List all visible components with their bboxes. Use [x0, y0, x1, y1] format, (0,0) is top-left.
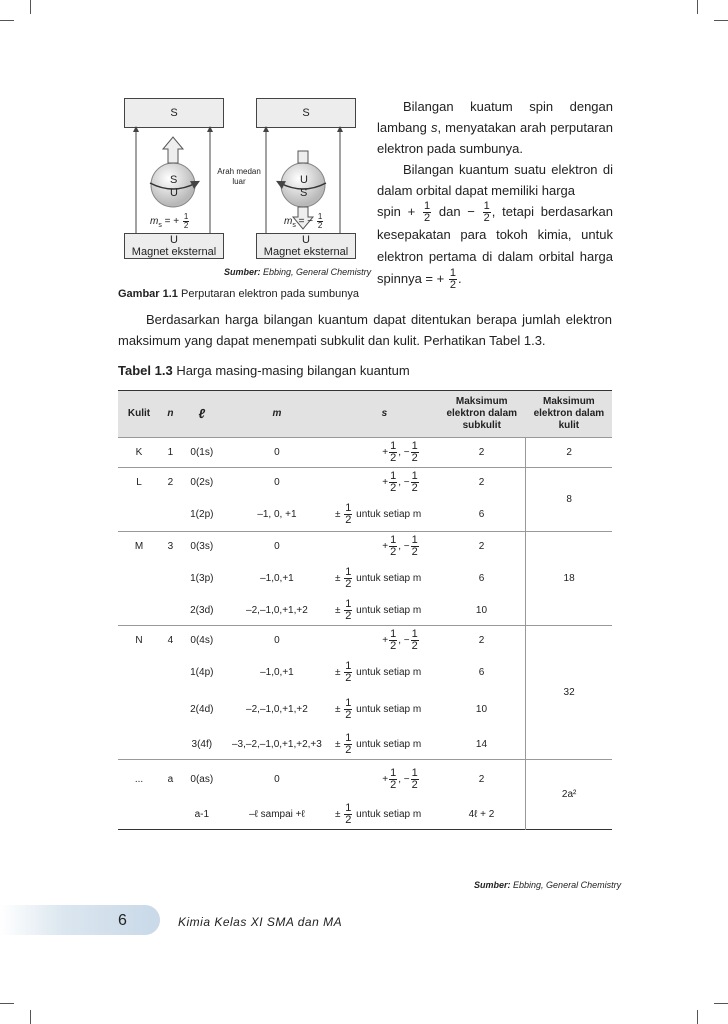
cell-n: [160, 498, 181, 532]
cell-l: 0(4s): [181, 626, 223, 656]
cell-max-subkulit: 10: [475, 704, 488, 715]
cell-max-kulit: 32: [526, 626, 612, 760]
header-s: s: [331, 391, 438, 438]
spin-diagram: [118, 95, 372, 295]
right-ms-label: $m_s$ = − $\frac{1}{2}$: [284, 212, 323, 230]
cell-max-subkulit: 2: [438, 626, 526, 656]
crop-mark: [30, 0, 31, 14]
cell-n: [160, 730, 181, 760]
cell-max-subkulit: 2: [438, 760, 526, 800]
header-max-kulit: Maksimum elektron dalam kulit: [526, 391, 612, 438]
cell-s: + $\frac{1}{2}$ , − $\frac{1}{2}$: [331, 760, 438, 800]
cell-s: ± $\frac{1}{2}$ untuk setiap m: [334, 801, 422, 826]
pole-label: U: [302, 234, 310, 246]
right-electron-bottom-pole: S: [300, 187, 308, 199]
cell-n: [160, 562, 181, 596]
paragraph: Bilangan kuantum suatu elektron di dalam orbital dapat memiliki harga: [377, 162, 613, 198]
cell-l: 1(3p): [190, 573, 214, 584]
cell-max-subkulit: 4ℓ + 2: [468, 808, 495, 820]
cell-s: ± $\frac{1}{2}$ untuk setiap m: [334, 501, 422, 526]
cell-s: ± $\frac{1}{2}$ untuk setiap m: [334, 597, 422, 622]
cell-n: 3: [160, 532, 181, 562]
cell-max-subkulit: 2: [438, 532, 526, 562]
right-electron-top-pole: U: [300, 174, 308, 186]
cell-s: ± $\frac{1}{2}$ untuk setiap m: [334, 660, 422, 684]
cell-kulit: [118, 596, 160, 626]
book-title: Kimia Kelas XI SMA dan MA: [178, 915, 343, 929]
pole-label: S: [170, 107, 178, 119]
cell-l: 2(4d): [190, 704, 214, 715]
spin-explanation: [377, 96, 613, 291]
table-row: [118, 532, 612, 562]
cell-s: + $\frac{1}{2}$ , − $\frac{1}{2}$: [331, 626, 438, 656]
cell-m: 0: [223, 532, 331, 562]
table-header-row: [118, 391, 612, 438]
right-bottom-magnet: [256, 233, 356, 259]
header-kulit: Kulit: [118, 391, 160, 438]
cell-m: –1,0,+1: [260, 667, 294, 678]
table-caption: Tabel 1.3 Harga masing-masing bilangan kuantum: [118, 363, 410, 378]
table-row: [118, 626, 612, 656]
cell-kulit: [118, 498, 160, 532]
cell-m: –2,–1,0,+1,+2: [246, 604, 308, 616]
crop-mark: [714, 20, 728, 21]
cell-kulit: [118, 730, 160, 760]
cell-l: 2(3d): [190, 604, 214, 616]
cell-n: [160, 800, 181, 830]
cell-m: 0: [223, 468, 331, 498]
cell-l: 0(as): [181, 760, 223, 800]
cell-max-subkulit: 6: [478, 573, 485, 584]
table-source: Sumber: Ebbing, General Chemistry: [474, 880, 622, 890]
cell-n: [160, 596, 181, 626]
cell-m: –1, 0, +1: [257, 508, 297, 520]
cell-l: 1(4p): [190, 667, 214, 678]
cell-s: ± $\frac{1}{2}$ untuk setiap m: [334, 566, 422, 590]
figure-caption: Gambar 1.1 Perputaran elektron pada sumbunya: [118, 288, 359, 300]
left-bottom-magnet: [124, 233, 224, 259]
cell-n: [160, 656, 181, 690]
header-n: n: [160, 391, 181, 438]
cell-kulit: [118, 690, 160, 730]
cell-n: 2: [160, 468, 181, 498]
cell-max-kulit: 2: [526, 438, 612, 468]
left-ms-label: $m_s$ = + $\frac{1}{2}$: [150, 212, 189, 230]
cell-max-subkulit: 2: [438, 468, 526, 498]
cell-s: ± $\frac{1}{2}$ untuk setiap m: [334, 697, 422, 721]
spin-up-stub: [298, 151, 308, 163]
cell-l: 0(2s): [181, 468, 223, 498]
header-l: ℓ: [181, 391, 223, 438]
cell-l: a-1: [194, 808, 210, 820]
cell-m: –ℓ sampai +ℓ: [249, 808, 305, 820]
cell-max-subkulit: 6: [478, 667, 485, 678]
cell-max-kulit: 8: [526, 468, 612, 532]
cell-kulit: ...: [118, 760, 160, 800]
page-number: 6: [118, 912, 127, 929]
cell-l: 0(3s): [181, 532, 223, 562]
footer-band: [0, 905, 160, 935]
cell-m: –2,–1,0,+1,+2: [246, 704, 308, 715]
spin-drawing: [118, 95, 368, 295]
cell-kulit: [118, 562, 160, 596]
cell-kulit: [118, 800, 160, 830]
header-max-subkulit: Maksimum elektron dalam subkulit: [438, 391, 526, 438]
cell-l: 0(1s): [181, 438, 223, 468]
quantum-numbers-table: [118, 390, 612, 830]
cell-s: ± $\frac{1}{2}$ untuk setiap m: [334, 731, 422, 756]
table-row: [118, 438, 612, 468]
cell-m: 0: [223, 626, 331, 656]
body-paragraph: Berdasarkan harga bilangan kuantum dapat ditentukan berapa jumlah elektron maksimum yang dapat menempati subkulit dan kulit. Perhatikan Tabel 1.3.: [118, 312, 612, 348]
field-direction-label: Arah medan luar: [217, 167, 261, 186]
cell-kulit: [118, 656, 160, 690]
spin-up-arrow: [163, 137, 183, 163]
cell-kulit: M: [118, 532, 160, 562]
crop-mark: [0, 1003, 14, 1004]
cell-l: 3(4f): [191, 738, 213, 750]
cell-max-kulit: 2a²: [526, 760, 612, 830]
cell-s: + $\frac{1}{2}$ , − $\frac{1}{2}$: [331, 532, 438, 562]
cell-m: 0: [223, 438, 331, 468]
magnet-label: Magnet eksternal: [131, 246, 217, 258]
table-row: [118, 760, 612, 800]
cell-m: 0: [223, 760, 331, 800]
crop-mark: [30, 1010, 31, 1024]
table-row: [118, 468, 612, 498]
left-electron-bottom-pole: U: [170, 187, 178, 199]
cell-n: 4: [160, 626, 181, 656]
cell-m: –1,0,+1: [260, 573, 294, 584]
cell-max-kulit: 18: [526, 532, 612, 626]
cell-kulit: L: [118, 468, 160, 498]
cell-n: 1: [160, 438, 181, 468]
cell-max-subkulit: 6: [478, 508, 485, 520]
cell-n: a: [160, 760, 181, 800]
cell-l: 1(2p): [190, 508, 214, 520]
crop-mark: [697, 1010, 698, 1024]
paragraph: spin + $\frac{1}{2}$ dan − $\frac{1}{2}$ , tetapi berdasarkan kesepakatan para tokoh kimia, untuk elektron pertama di dalam orbital harga spinnya = + $\frac{1}{2}$ .: [377, 200, 613, 292]
cell-kulit: N: [118, 626, 160, 656]
header-m: m: [223, 391, 331, 438]
cell-m: –3,–2,–1,0,+1,+2,+3: [232, 738, 322, 750]
left-electron-top-pole: S: [170, 174, 178, 186]
crop-mark: [697, 0, 698, 14]
pole-label: U: [170, 234, 178, 246]
cell-n: [160, 690, 181, 730]
crop-mark: [0, 20, 14, 21]
crop-mark: [714, 1003, 728, 1004]
cell-max-subkulit: 2: [438, 438, 526, 468]
cell-s: + $\frac{1}{2}$ , − $\frac{1}{2}$: [331, 438, 438, 468]
magnet-label: Magnet eksternal: [263, 246, 349, 258]
cell-s: + $\frac{1}{2}$ , − $\frac{1}{2}$: [331, 468, 438, 498]
cell-max-subkulit: 10: [475, 604, 488, 616]
pole-label: S: [302, 107, 310, 119]
cell-kulit: K: [118, 438, 160, 468]
figure-source: Sumber: Ebbing, General Chemistry: [224, 267, 372, 277]
paragraph: Bilangan kuatum spin dengan lambang s, menyatakan arah perputaran elektron pada sumbunya.: [377, 99, 613, 156]
cell-max-subkulit: 14: [475, 738, 488, 750]
